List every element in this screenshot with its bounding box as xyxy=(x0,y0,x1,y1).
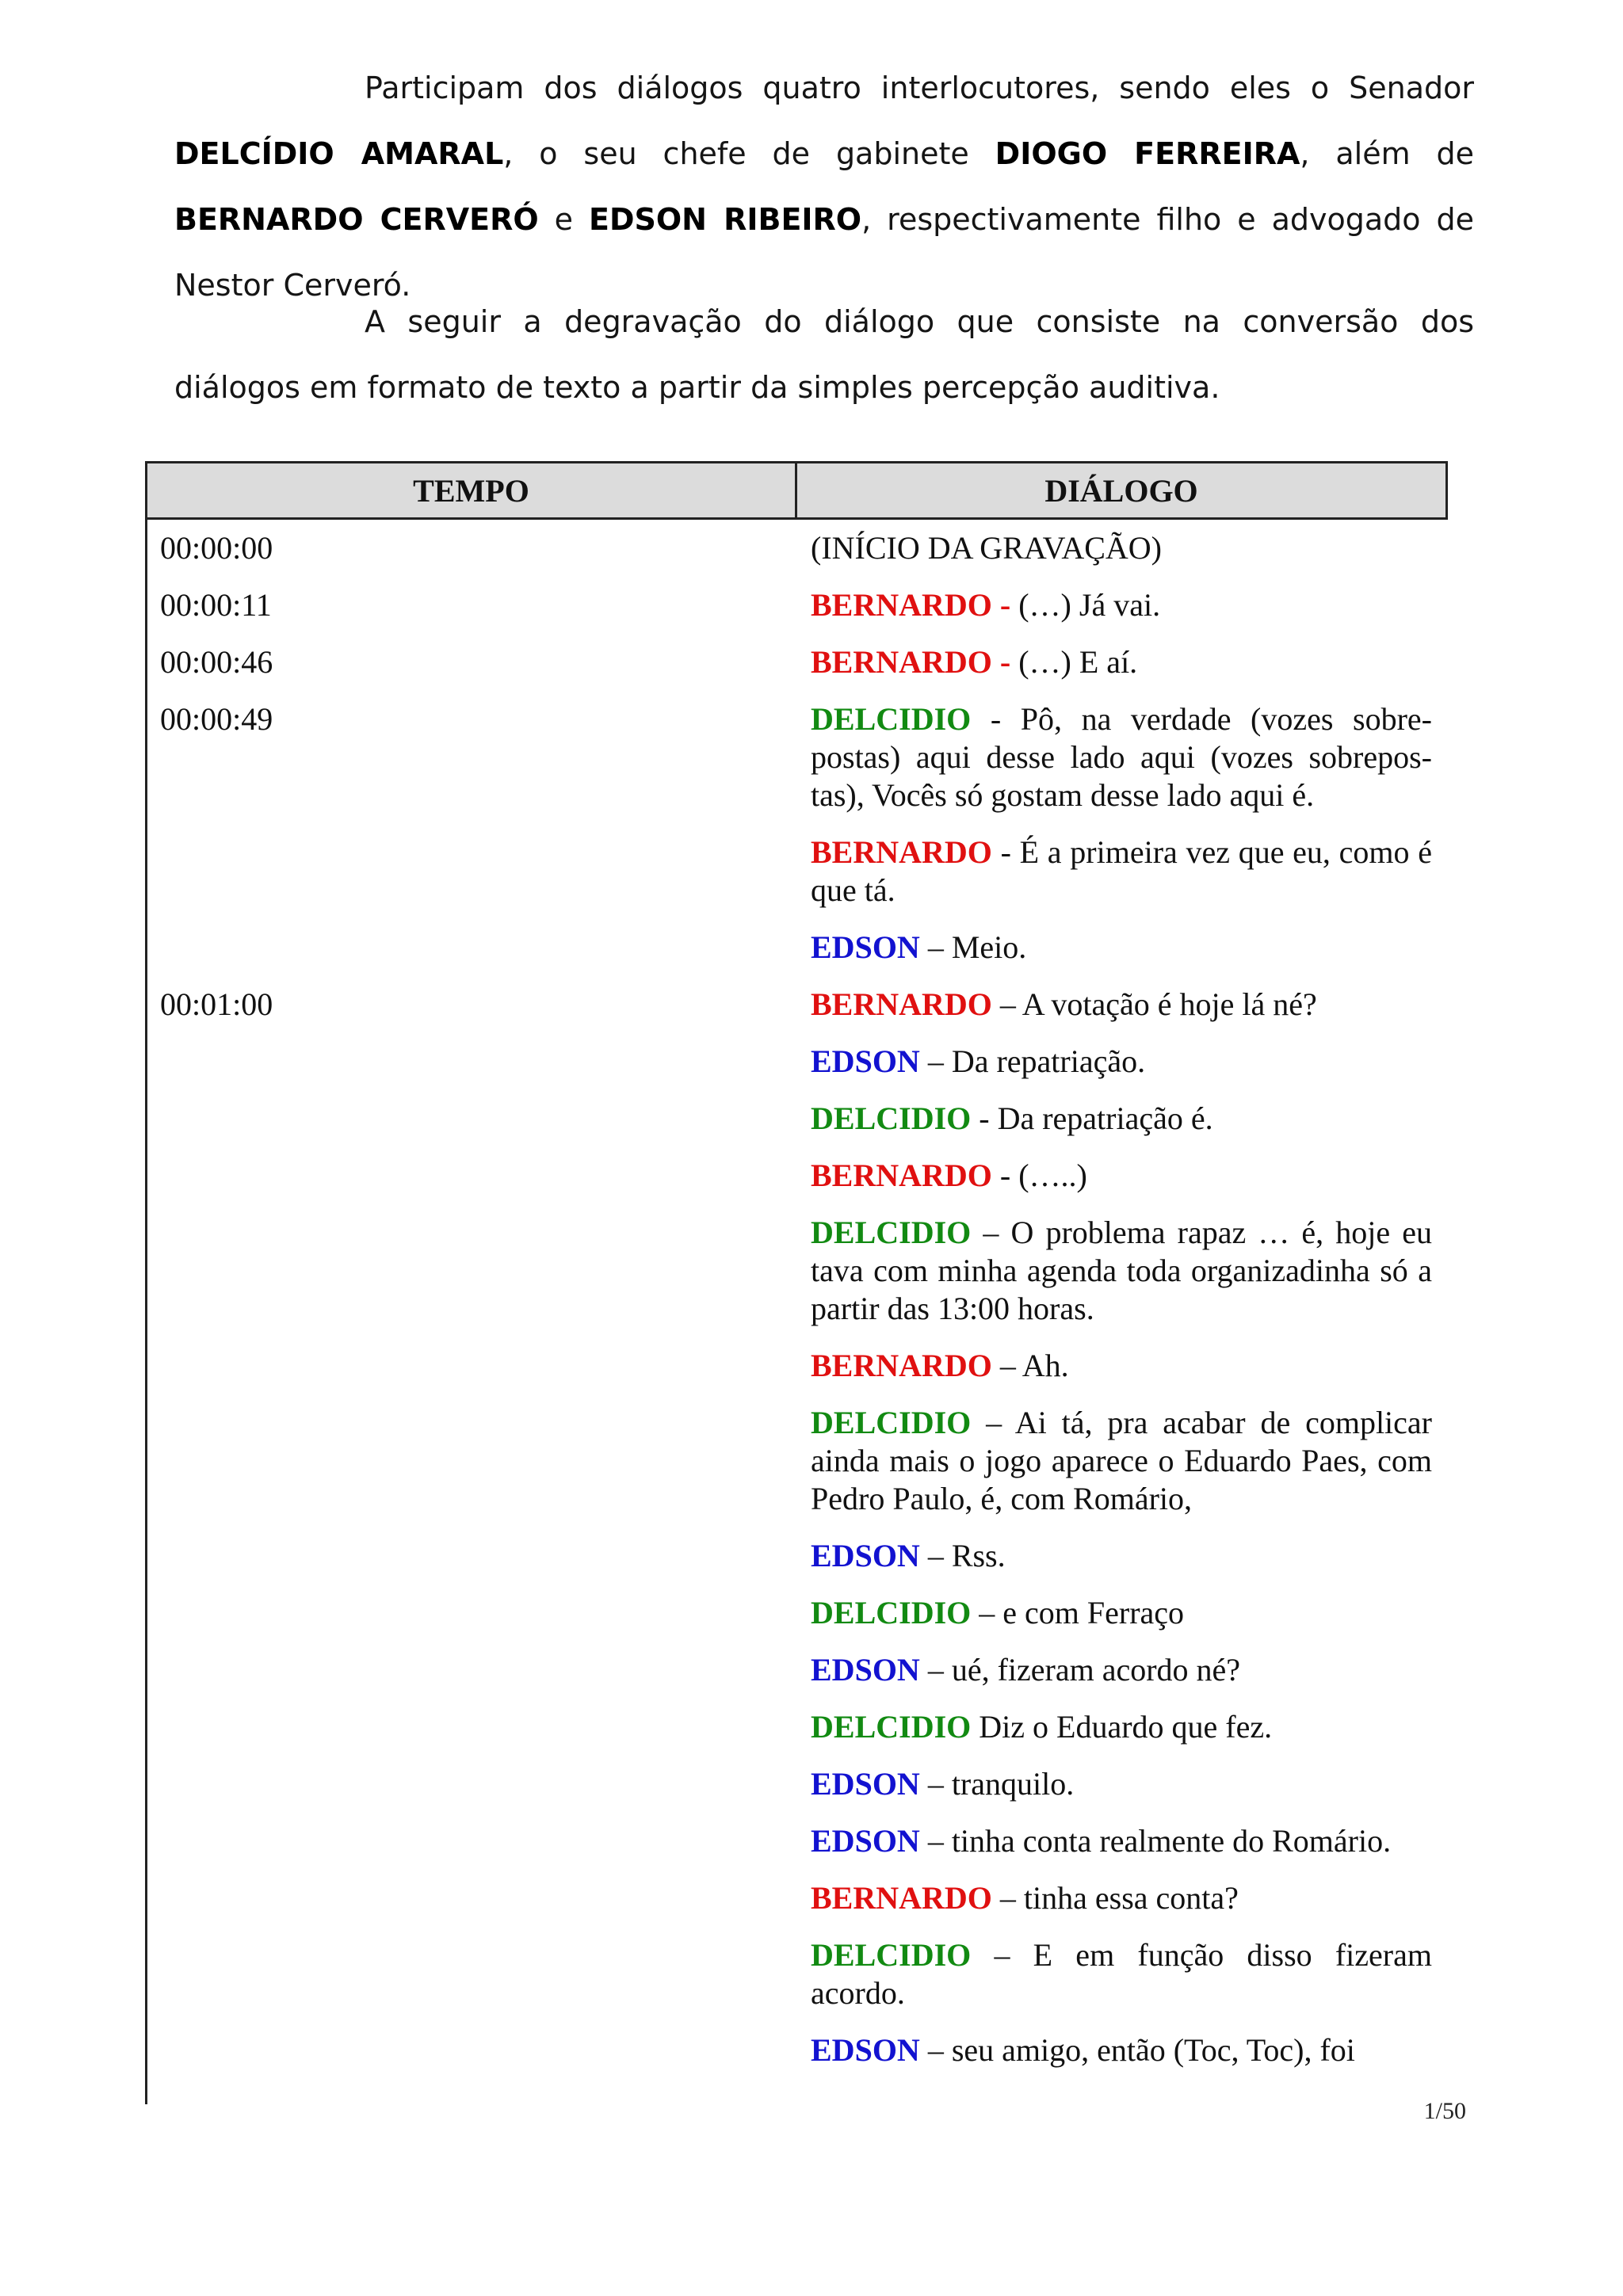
dialog-cell xyxy=(795,1090,1448,1147)
table-row xyxy=(147,1870,1448,1927)
transcript-table-body xyxy=(147,520,1448,2079)
timestamp-cell xyxy=(147,1813,795,1870)
participant-diogo: DIOGO FERREIRA xyxy=(995,136,1300,171)
table-row xyxy=(147,2022,1448,2079)
speaker-name: EDSON xyxy=(811,1766,920,1802)
speaker-name: EDSON xyxy=(811,2032,920,2068)
dialog-text: - Pô, na verdade (vozes sobre-postas) aqui desse lado aqui (vozes sobrepos-tas), Vocês só gostam desse lado aqui é. xyxy=(811,701,1432,813)
dialog-text: (INÍCIO DA GRAVAÇÃO) xyxy=(811,530,1162,566)
dialog-cell xyxy=(795,1813,1448,1870)
table-row xyxy=(147,1033,1448,1090)
speaker-name: DELCIDIO xyxy=(811,701,972,737)
table-row xyxy=(147,919,1448,976)
timestamp-cell xyxy=(147,1927,795,2022)
dialog-text: – Ah. xyxy=(991,1348,1069,1383)
timestamp-cell xyxy=(147,1090,795,1147)
dialog-cell xyxy=(795,824,1448,919)
speaker-name: BERNARDO xyxy=(811,1880,992,1916)
dialog-text: – E em função disso fizeram acordo. xyxy=(811,1937,1432,2011)
intro-paragraph-participants xyxy=(174,55,1474,318)
participant-bernardo: BERNARDO CERVERÓ xyxy=(174,202,539,237)
table-header xyxy=(145,461,1448,520)
table-row xyxy=(147,1337,1448,1394)
table-row xyxy=(147,634,1448,691)
timestamp-cell: 00:00:49 xyxy=(160,701,273,737)
speaker-name: EDSON xyxy=(811,1538,920,1573)
speaker-name: DELCIDIO xyxy=(811,1709,972,1745)
table-row xyxy=(147,1813,1448,1870)
table-row xyxy=(147,1756,1448,1813)
table-row xyxy=(147,1642,1448,1699)
dialog-text: (…) Já vai. xyxy=(1010,587,1161,623)
dialog-cell xyxy=(795,1527,1448,1585)
timestamp-cell xyxy=(147,824,795,919)
timestamp-cell xyxy=(147,1585,795,1642)
intro-text: , respectivamente filho e advogado de Nestor Cerveró. xyxy=(174,202,1474,303)
table-row xyxy=(147,1204,1448,1337)
dialog-text: – Meio. xyxy=(919,929,1027,965)
intro-text: e xyxy=(538,202,589,237)
intro-paragraph-transcription: A seguir a degravação do diálogo que consiste na conversão dos diálogos em formato de texto a partir da simples percepção auditiva. xyxy=(174,304,1474,405)
dialog-text: (…) E aí. xyxy=(1010,644,1138,680)
timestamp-cell xyxy=(147,1870,795,1927)
speaker-name: DELCIDIO xyxy=(811,1405,972,1440)
timestamp-cell xyxy=(147,1642,795,1699)
timestamp-cell xyxy=(147,2022,795,2079)
dialog-text: Diz o Eduardo que fez. xyxy=(971,1709,1273,1745)
table-row xyxy=(147,577,1448,634)
dialog-text: – ué, fizeram acordo né? xyxy=(919,1652,1241,1688)
header-tempo: TEMPO xyxy=(147,463,797,517)
dialog-text: – tranquilo. xyxy=(919,1766,1075,1802)
timestamp-cell xyxy=(147,919,795,976)
dialog-text: – tinha conta realmente do Romário. xyxy=(919,1823,1392,1859)
dialog-cell xyxy=(795,1204,1448,1337)
speaker-name: BERNARDO xyxy=(811,1158,992,1193)
timestamp-cell xyxy=(147,1033,795,1090)
speaker-name: EDSON xyxy=(811,1652,920,1688)
dialog-cell xyxy=(795,1699,1448,1756)
dialog-text: – Ai tá, pra acabar de complicar ainda mais o jogo aparece o Eduardo Paes, com Pedro Paulo, é, com Romário, xyxy=(811,1405,1432,1516)
speaker-name: EDSON xyxy=(811,1043,920,1079)
page-number: 1/50 xyxy=(1423,2098,1466,2124)
dialog-cell xyxy=(795,976,1448,1033)
dialog-text: – tinha essa conta? xyxy=(991,1880,1239,1916)
dialog-cell xyxy=(795,1642,1448,1699)
timestamp-cell: 00:01:00 xyxy=(160,986,273,1022)
dialog-cell xyxy=(795,1394,1448,1527)
dialog-text: - Da repatriação é. xyxy=(971,1100,1213,1136)
speaker-name: DELCIDIO xyxy=(811,1215,972,1250)
dialog-cell xyxy=(795,1870,1448,1927)
timestamp-cell xyxy=(147,1394,795,1527)
dialog-cell xyxy=(795,2022,1448,2079)
speaker-name: BERNARDO xyxy=(811,1348,992,1383)
timestamp-cell xyxy=(147,1147,795,1204)
intro-text: , além de xyxy=(1300,136,1474,171)
intro-text: , o seu chefe de gabinete xyxy=(503,136,995,171)
table-row xyxy=(147,824,1448,919)
table-row xyxy=(147,1394,1448,1527)
timestamp-cell xyxy=(147,1204,795,1337)
speaker-name: BERNARDO - xyxy=(811,587,1011,623)
timestamp-cell xyxy=(147,1527,795,1585)
table-row xyxy=(147,976,1448,1033)
speaker-name: DELCIDIO xyxy=(811,1937,972,1973)
dialog-text: – O problema rapaz … é, hoje eu tava com minha agenda toda organizadinha só a partir das 13:00 horas. xyxy=(811,1215,1432,1326)
dialog-text: - É a primeira vez que eu, como é que tá. xyxy=(811,834,1432,908)
dialog-cell xyxy=(795,1337,1448,1394)
timestamp-cell: 00:00:00 xyxy=(160,530,273,566)
table-row xyxy=(147,1927,1448,2022)
dialog-cell xyxy=(795,1927,1448,2022)
timestamp-cell xyxy=(147,1699,795,1756)
dialog-text: – Rss. xyxy=(919,1538,1006,1573)
dialog-cell xyxy=(795,520,1448,577)
dialog-cell xyxy=(795,691,1448,824)
speaker-name: DELCIDIO xyxy=(811,1100,972,1136)
dialog-text: – Da repatriação. xyxy=(919,1043,1146,1079)
table-row xyxy=(147,691,1448,824)
speaker-name: EDSON xyxy=(811,1823,920,1859)
participant-delcidio: DELCÍDIO AMARAL xyxy=(174,136,504,171)
speaker-name: BERNARDO xyxy=(811,986,992,1022)
dialog-text: – A votação é hoje lá né? xyxy=(991,986,1317,1022)
dialog-cell xyxy=(795,634,1448,691)
participant-edson: EDSON RIBEIRO xyxy=(588,202,862,237)
intro-text: Participam dos diálogos quatro interlocutores, sendo eles o Senador xyxy=(365,71,1474,105)
table-row xyxy=(147,1147,1448,1204)
table-row xyxy=(147,1527,1448,1585)
dialog-text: – seu amigo, então (Toc, Toc), foi xyxy=(919,2032,1355,2068)
table-row xyxy=(147,1090,1448,1147)
speaker-name: BERNARDO xyxy=(811,834,992,870)
dialog-cell xyxy=(795,1585,1448,1642)
speaker-name: DELCIDIO xyxy=(811,1595,972,1630)
timestamp-cell xyxy=(147,1756,795,1813)
dialog-cell xyxy=(795,577,1448,634)
speaker-name: BERNARDO - xyxy=(811,644,1011,680)
speaker-name: EDSON xyxy=(811,929,920,965)
table-row xyxy=(147,1585,1448,1642)
timestamp-cell: 00:00:11 xyxy=(160,587,272,623)
dialog-cell xyxy=(795,1147,1448,1204)
table-row xyxy=(147,1699,1448,1756)
dialog-cell xyxy=(795,1033,1448,1090)
dialog-cell xyxy=(795,919,1448,976)
timestamp-cell: 00:00:46 xyxy=(160,644,273,680)
dialog-text: - (…..) xyxy=(991,1158,1087,1193)
header-dialogo: DIÁLOGO xyxy=(1044,472,1198,509)
table-row xyxy=(147,520,1448,577)
dialog-cell xyxy=(795,1756,1448,1813)
dialog-text: – e com Ferraço xyxy=(971,1595,1185,1630)
timestamp-cell xyxy=(147,1337,795,1394)
